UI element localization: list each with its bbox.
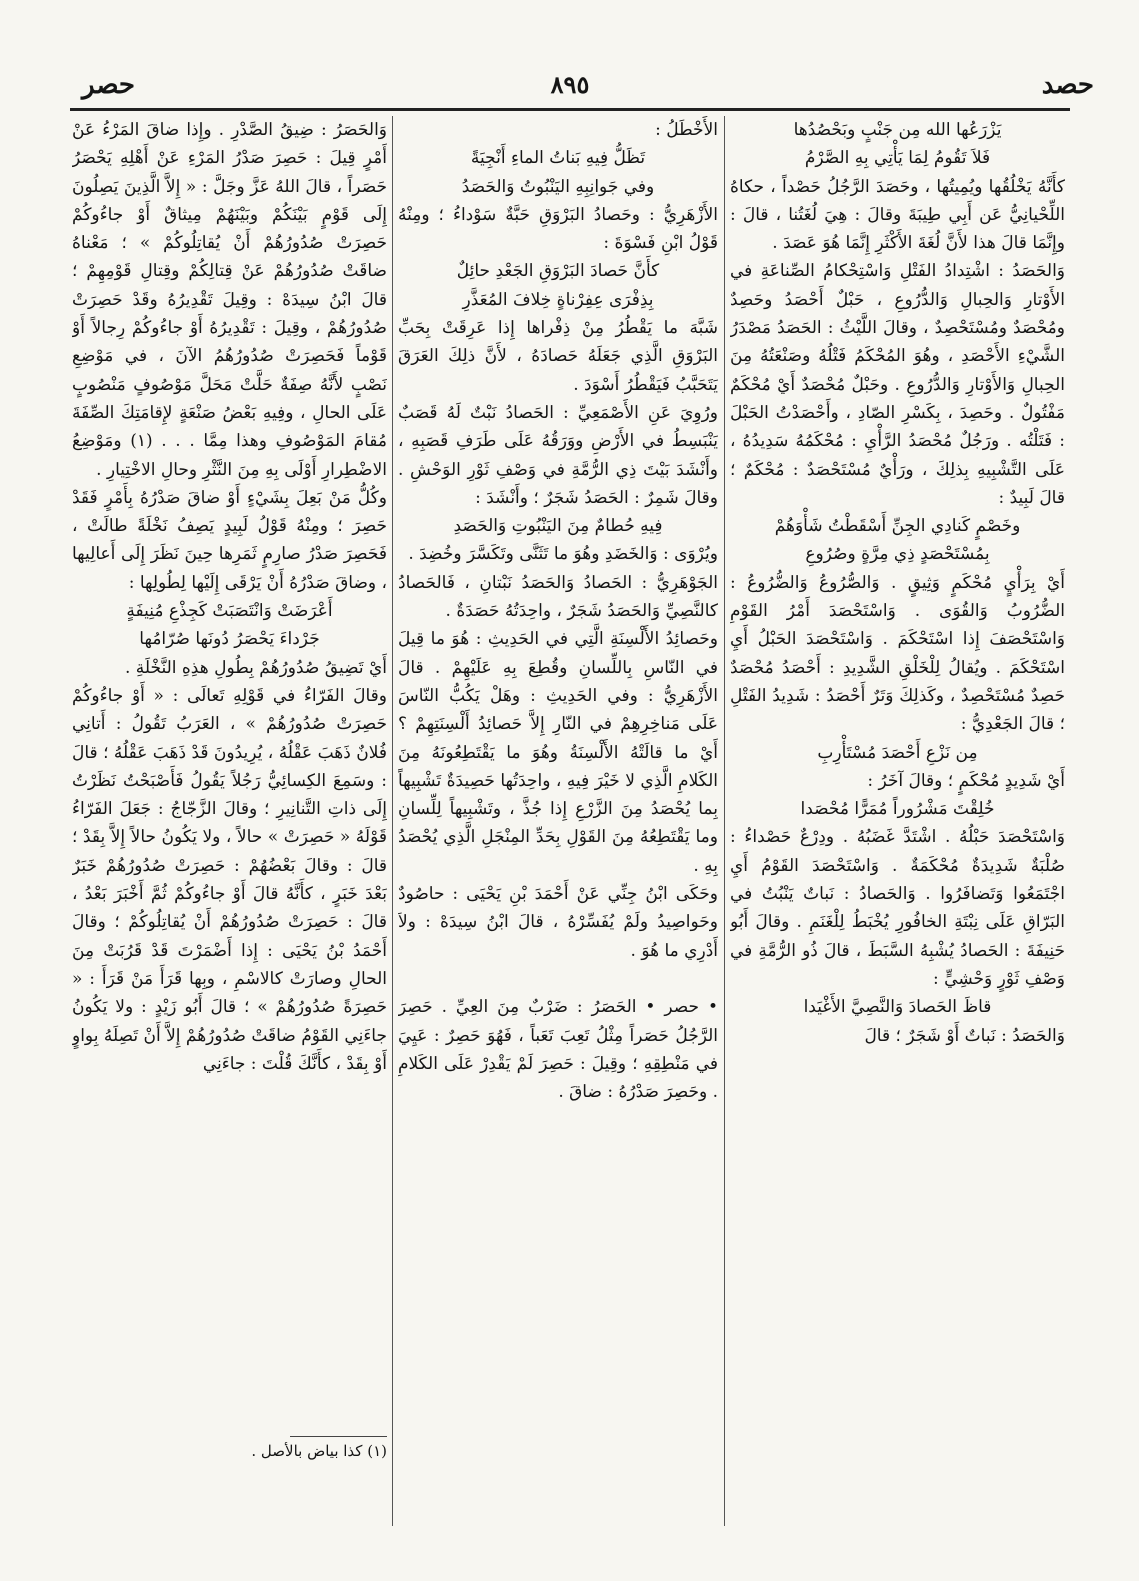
text-paragraph: وَاسْتَحْصَدَ حَبْلُهُ . اشْتَدَّ غَضَبُهُ . ودِرْعٌ حَصْداءُ : صُلْبَةٌ شَدِيدَةٌ مُحْكَمَةٌ . وَاسْتَحْصَدَ القَوْمُ أَيِ اجْتَمَعُوا وَتَضافَرُوا . وَالحَصادُ : نَباتٌ يَنْبُتُ في البَرّاقِ عَلَى نِبْتَةِ الخافُورِ يُخْبَطُ لِلْغَنَمِ . وقالَ أَبُو حَنِيفَةَ : الحَصادُ يُشْبِهُ السَّبَطَ ، قالَ ذُو الرُّمَّةِ في وَصْفِ ثَوْرٍ وَحْشِيٍّ :: [730, 827, 1065, 989]
text-paragraph: وَالحَصَدُ : نَباتٌ أَوْ شَجَرٌ ؛ قالَ: [864, 1025, 1065, 1046]
column-left: [72, 116, 387, 1556]
column-middle: [398, 116, 718, 1556]
verse-line: جَرْداءَ يَحْصَرُ دُونَها صُرّامُها: [139, 629, 320, 650]
text-paragraph: وحَكَى ابْنُ جِنِّي عَنْ أَحْمَدَ بْنِ يَحْيَى : حاصُودٌ وحَواصِيدُ ولَمْ يُفَسِّرْهُ ، قالَ ابْنُ سِيدَهْ : ولاَ أَدْرِي ما هُوَ .: [398, 884, 718, 961]
page-number: ٨٩٥: [550, 70, 590, 99]
header-right-root: حصد: [1041, 70, 1094, 100]
verse-line: خُلِقْتَ مَشْرُوراً مُمَرًّا مُحْصَدا: [800, 799, 995, 820]
footnote-rule: [290, 1436, 387, 1437]
text-paragraph: [398, 965, 718, 993]
text-paragraph: شَبَّهَ ما يَقْطُرُ مِنْ ذِفْراها إِذا عَرِقَتْ بِحَبِّ البَرْوَقِ الَّذِي جَعَلَهُ حَصادَهُ ، لأَنَّ ذلِكَ العَرَقَ يَتَحَبَّبُ فَيَقْطُرُ أَسْوَدَ .: [398, 318, 718, 395]
verse-line: فَلاَ تَقُومُ لِمَا يَأْتِي بِهِ الصَّرْمُ: [804, 148, 991, 169]
text-paragraph: وكُلُّ مَنْ بَعِلَ بِشَيْءٍ أَوْ ضاقَ صَدْرُهُ بِأَمْرٍ فَقَدْ حَصِرَ ؛ ومِنْهُ قَوْلُ لَبِيدٍ يَصِفُ نَخْلَةً طالَتْ ، فَحَصِرَ صَدْرُ صارِمٍ ثَمَرِها حِينَ نَظَرَ إِلَى أَعالِيها ، وضاقَ صَدْرُهُ أَنْ يَرْقَى إِلَيْها لِطُولِها :: [72, 487, 387, 593]
text-paragraph: أَيْ شَدِيدٍ مُحْكَمٍ ؛ وقالَ آخَرُ :: [867, 770, 1065, 791]
verse-line: بِذِفْرَى عِفِرْناةٍ خِلافَ المُعَذَّرِ: [462, 289, 654, 310]
header-rule: [70, 108, 1070, 111]
verse-line: قاظَ الحَصادَ وَالنَّصِيَّ الأَغْيَدا: [803, 997, 992, 1018]
text-paragraph: ورُوِيَ عَنِ الأَصْمَعِيِّ : الحَصادُ نَبْتٌ لَهُ قَصَبٌ يَنْبَسِطُ في الأَرْضِ ووَرَقُهُ عَلَى طَرَفِ قَصَبِهِ ، وأَنْشَدَ بَيْتَ ذِي الرُّمَّةِ في وَصْفِ ثَوْرِ الوَحْشِ . وقالَ شَمِرٌ : الحَصَدُ شَجَرٌ ؛ وأَنْشَدَ :: [398, 402, 718, 508]
column-right: [730, 116, 1065, 1556]
text-paragraph: • حصر • الحَصَرُ : ضَرْبٌ مِنَ العِيِّ . حَصِرَ الرَّجُلُ حَصَراً مِثْلُ تَعِبَ تَعَباً ، فَهُوَ حَصِرٌ : عَيِيَ في مَنْطِقِهِ ؛ وقِيلَ : حَصِرَ لَمْ يَقْدِرْ عَلَى الكَلامِ . وحَصِرَ صَدْرُهُ : ضاقَ .: [398, 997, 718, 1103]
footnote: (١) كذا بياض بالأصل .: [251, 1442, 387, 1460]
text-paragraph: وَالحَصَدُ : اشْتِدادُ الفَتْلِ وَاسْتِحْكامُ الصِّناعَةِ في الأَوْتارِ وَالحِبالِ وَالدُّرُوعِ ، حَبْلٌ أَحْصَدُ وحَصِدٌ ومُحْصَدٌ ومُسْتَحْصِدٌ ، وقالَ اللَّيْثُ : الحَصَدُ مَصْدَرُ الشَّيْءِ الأَحْصَدِ ، وهُوَ المُحْكَمُ فَتْلُهُ وصَنْعَتُهُ مِنَ الحِبالِ وَالأَوْتارِ وَالدُّرُوعِ . وحَبْلٌ مُحْصَدٌ أَيْ مُحْكَمٌ مَفْتُولٌ . وحَصِدَ ، بِكَسْرِ الصّادِ ، وأَحْصَدْتُ الحَبْلَ : فَتَلْتُه . ورَجُلٌ مُحْصَدُ الرَّأْيِ : مُحْكَمُهُ سَدِيدُهُ ، عَلَى التَّشْبِيهِ بِذلِكَ ، ورَأْيٌ مُسْتَحْصَدٌ : مُحْكَمٌ ؛ قالَ لَبِيدٌ :: [730, 261, 1065, 508]
verse-line: تَظَلُّ فِيهِ بَناتُ الماءِ أَنْجِيَةً: [470, 148, 646, 169]
text-paragraph: الجَوْهَرِيُّ : الحَصادُ وَالحَصَدُ نَبْتانِ ، فَالحَصادُ كالنَّصِيِّ وَالحَصَدُ شَجَرٌ ، واحِدَتُهُ حَصَدَةٌ .: [398, 572, 718, 622]
verse-line: يَزْرَعُها الله مِن جَنْبٍ وبَحْصُدُها: [793, 120, 1002, 140]
text-paragraph: وقالَ الفَرّاءُ في قَوْلِهِ تَعالَى : « أَوْ جاءُوكُمْ حَصِرَتْ صُدُورُهُمْ » ، العَرَبُ تَقُولُ : أَتانِي فُلانٌ ذَهَبَ عَقْلُهُ ، يُرِيدُونَ قَدْ ذَهَبَ عَقْلُهُ ؛ قالَ : وسَمِعَ الكِسائِيُّ رَجُلاً يَقُولُ فَأَصْبَحْتُ نَظَرْتُ إِلَى ذاتِ التَّنانِيرِ ؛ وقالَ الزَّجّاجُ : جَعَلَ الفَرّاءُ قَوْلَهُ « حَصِرَتْ » حالاً ، ولا يَكُونُ حالاً إِلاَّ بِقَدْ ؛ قالَ : وقالَ بَعْضُهُمْ : حَصِرَتْ صُدُورُهُمْ خَبَرٌ بَعْدَ خَبَرٍ ، كأَنَّهُ قالَ أَوْ جاءُوكُمْ ثُمَّ أَخْبَرَ بَعْدُ ، قالَ : حَصِرَتْ صُدُورُهُمْ أَنْ يُقاتِلُوكُمْ ؛ وقالَ أَحْمَدُ بْنُ يَحْيَى : إِذا أَضْمَرْتَ قَدْ قَرُبَتْ مِنَ الحالِ وصارَتْ كالاسْمِ ، وبِها قَرَأَ مَنْ قَرَأَ : « حَصِرَةً صُدُورُهُمْ » ؛ قالَ أَبُو زَيْدٍ : ولا يَكُونُ جاءَنِي القَوْمُ ضاقَتْ صُدُورُهُمْ إِلاَّ أَنْ تَصِلَهُ بِواوٍ أَوْ بِقَدْ ، كأَنَّكَ قُلْتَ : جاءَنِي: [72, 685, 387, 1074]
text-paragraph: أَيْ بِرَأْيٍ مُحْكَمٍ وَثِيقٍ . وَالصُّرُوعُ وَالضُّرُوعُ : الضُّرُوبُ وَالقُوَى . وَاسْتَحْصَدَ أَمْرُ القَوْمِ وَاسْتَحْصَفَ إِذا اسْتَحْكَمَ . وَاسْتَحْصَدَ الحَبْلُ أَيِ اسْتَحْكَمَ . ويُقالُ لِلْخَلْقِ الشَّدِيدِ : أَحْصَدُ مُحْصَدٌ حَصِدٌ مُسْتَحْصِدٌ ، وكَذلِكَ وَتَرٌ أَحْصَدُ : شَدِيدُ الفَتْلِ ؛ قالَ الجَعْدِيُّ :: [730, 572, 1065, 735]
verse-line: كأَنَّ حَصادَ البَرْوَقِ الجَعْدِ حائِلٌ: [456, 261, 660, 282]
text-paragraph: الأَزْهَرِيُّ : وحَصادُ البَرْوَقِ حَبَّةٌ سَوْداءُ ؛ ومِنْهُ قَوْلُ ابْنِ فَسْوَةَ :: [398, 204, 718, 254]
column-divider: [392, 116, 393, 1526]
text-paragraph: أَيْ تَضِيقُ صُدُورُهُمْ بِطُولِ هذِهِ النَّخْلَةِ .: [124, 657, 387, 678]
text-paragraph: كأَنَّهُ يَخْلُقُها ويُمِيتُها ، وحَصَدَ الرَّجُلُ حَصْداً ، حكاهُ اللِّحْيانِيُّ عَن أَبِي طِيبَةَ وقالَ : هِيَ لُغَتُنا ، قالَ : وإِنَّمَا قالَ هذا لأَنَّ لُغَةَ الأَكْثَرِ إِنَّمَا هُوَ عَصَدَ .: [730, 176, 1065, 254]
verse-line: وفي جَوانِبِهِ اليَنْبُوتُ وَالحَصَدُ: [461, 176, 655, 197]
header-left-root: حصر: [82, 70, 135, 100]
verse-line: مِن نَزْعِ أَحْصَدَ مُسْتَأْرِبِ: [817, 742, 978, 763]
verse-line: وخَصْمٍ كَنادِي الجِنِّ أَسْقَطْتُ شَأْوَهُمْ: [774, 516, 1021, 537]
text-paragraph: وَالحَصَرُ : ضِيقُ الصَّدْرِ . وإِذا ضاقَ المَرْءُ عَنْ أَمْرٍ قِيلَ : حَصِرَ صَدْرُ المَرْءِ عَنْ أَهْلِهِ يَحْصَرُ حَصَراً ، قالَ اللهُ عَزَّ وجَلَّ : « إِلاَّ الَّذِينَ يَصِلُونَ إِلَى قَوْمٍ بَيْنَكُمْ وبَيْنَهُمْ مِيثاقٌ أَوْ جاءُوكُمْ حَصِرَتْ صُدُورُهُمْ أَنْ يُقاتِلُوكُمْ » ؛ مَعْناهُ ضاقَتْ صُدُورُهُمْ عَنْ قِتالِكُمْ وقِتالِ قَوْمِهِمْ ؛ قالَ ابْنُ سِيدَهْ : وقِيلَ تَقْدِيرُهُ وقَدْ حَصِرَتْ صُدُورُهُمْ ، وقِيلَ : تَقْدِيرُهُ أَوْ جاءُوكُمْ رِجالاً أَوْ قَوْماً فَحَصِرَتْ صُدُورُهُمُ الآنَ ، في مَوْضِعِ نَصْبٍ لأَنَّهُ صِفَةٌ حَلَّتْ مَحَلَّ مَوْصُوفٍ مَنْصُوبٍ عَلَى الحالِ ، وفِيهِ بَعْضُ صَنْعَةٍ لإِقامَتِكَ الصِّفَةَ مُقامَ المَوْصُوفِ وهذا مِمَّا . . . (١) ومَوْضِعُ الاضْطِرارِ أَوْلَى بِهِ مِنَ النَّثْرِ وحالِ الاخْتِيارِ .: [72, 120, 387, 480]
verse-line: بِمُسْتَحْصَدٍ ذِي مِرَّةٍ وصُرُوعِ: [805, 544, 990, 565]
verse-line: فِيهِ حُطامٌ مِنَ اليَنْبُوتِ وَالحَصَدِ: [453, 516, 663, 537]
verse-line: أَعْرَضَتْ وَانْتَصَبَتْ كَجِذْعِ مُنِيفَةٍ: [126, 601, 333, 622]
text-paragraph: الأَخْطَلُ :: [655, 120, 718, 140]
text-paragraph: ويُرْوَى : وَالخَضَدِ وهُوَ ما تَثَنَّى وتَكَسَّرَ وخُضِدَ .: [408, 544, 718, 565]
column-divider: [724, 116, 725, 1526]
text-paragraph: وحَصائِدُ الأَلْسِنَةِ الَّتِي في الحَدِيثِ : هُوَ ما قِيلَ في النّاسِ بِاللِّسانِ وقُطِعَ بِهِ عَلَيْهِمْ . قالَ الأَزْهَرِيُّ : وفي الحَدِيثِ : وهَلْ يَكُبُّ النّاسَ عَلَى مَناخِرِهِمْ في النّارِ إِلاَّ حَصائِدُ أَلْسِنَتِهِمْ ؟ أَيْ ما قالَتْهُ الأَلْسِنَةُ وهُوَ ما يَقْتَطِعُونَهُ مِنَ الكَلامِ الَّذِي لا خَيْرَ فِيهِ ، واحِدَتُها حَصِيدَةٌ تَشْبِيهاً بِما يُحْصَدُ مِنَ الزَّرْعِ إِذا جُذَّ ، وتَشْبِيهاً لِلِّسانِ وما يَقْتَطِعُهُ مِنَ القَوْلِ بِحَدِّ المِنْجَلِ الَّذِي يُحْصَدُ بِهِ .: [398, 629, 718, 876]
